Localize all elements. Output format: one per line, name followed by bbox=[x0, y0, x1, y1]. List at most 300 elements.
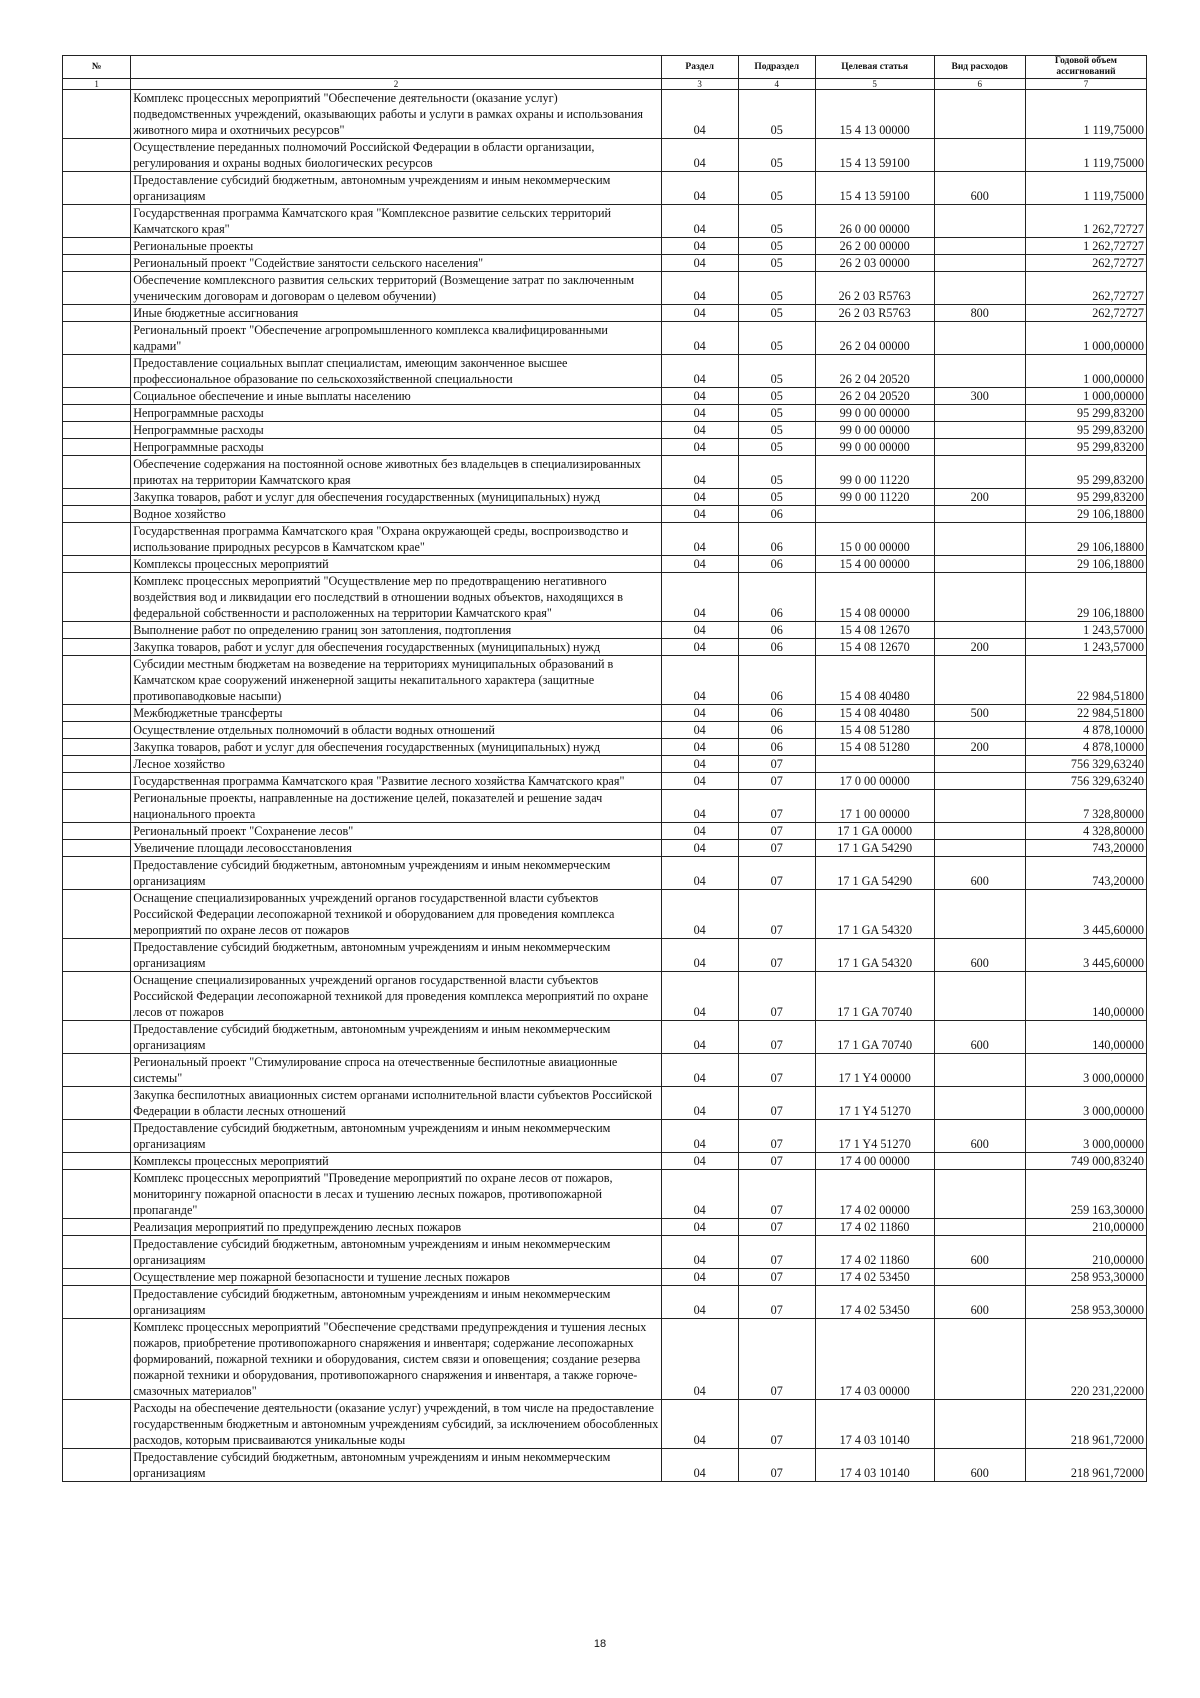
table-row bbox=[63, 305, 1147, 322]
budget-table bbox=[62, 55, 1147, 1482]
expense-type-code bbox=[934, 756, 1025, 773]
subsection-code: 06 bbox=[738, 622, 815, 639]
amount: 22 984,51800 bbox=[1025, 656, 1146, 705]
item-name: Межбюджетные трансферты bbox=[131, 705, 661, 722]
section-code: 04 bbox=[661, 205, 738, 238]
header-index: 6 bbox=[934, 79, 1025, 90]
amount: 7 328,80000 bbox=[1025, 790, 1146, 823]
table-row bbox=[63, 238, 1147, 255]
expense-type-code bbox=[934, 1054, 1025, 1087]
target-article-code: 17 4 02 11860 bbox=[815, 1219, 934, 1236]
amount: 1 000,00000 bbox=[1025, 355, 1146, 388]
amount: 218 961,72000 bbox=[1025, 1400, 1146, 1449]
target-article-code: 17 1 GA 00000 bbox=[815, 823, 934, 840]
subsection-code: 06 bbox=[738, 739, 815, 756]
target-article-code: 15 4 08 00000 bbox=[815, 573, 934, 622]
subsection-code: 07 bbox=[738, 1400, 815, 1449]
expense-type-code bbox=[934, 272, 1025, 305]
table-row bbox=[63, 489, 1147, 506]
row-number-cell bbox=[63, 1054, 131, 1087]
subsection-code: 05 bbox=[738, 405, 815, 422]
expense-type-code bbox=[934, 255, 1025, 272]
expense-type-code bbox=[934, 355, 1025, 388]
table-row bbox=[63, 272, 1147, 305]
target-article-code: 17 1 Y4 51270 bbox=[815, 1120, 934, 1153]
header-subsection: Подраздел bbox=[738, 56, 815, 79]
item-name: Осуществление отдельных полномочий в области водных отношений bbox=[131, 722, 661, 739]
table-body bbox=[63, 90, 1147, 1482]
row-number-cell bbox=[63, 322, 131, 355]
expense-type-code bbox=[934, 773, 1025, 790]
target-article-code: 17 1 GA 54290 bbox=[815, 840, 934, 857]
subsection-code: 07 bbox=[738, 939, 815, 972]
item-name: Закупка товаров, работ и услуг для обеспечения государственных (муниципальных) нужд bbox=[131, 639, 661, 656]
target-article-code: 26 2 04 20520 bbox=[815, 388, 934, 405]
item-name: Закупка товаров, работ и услуг для обеспечения государственных (муниципальных) нужд bbox=[131, 489, 661, 506]
expense-type-code bbox=[934, 523, 1025, 556]
amount: 95 299,83200 bbox=[1025, 439, 1146, 456]
expense-type-code bbox=[934, 322, 1025, 355]
target-article-code: 26 2 03 R5763 bbox=[815, 305, 934, 322]
item-name: Оснащение специализированных учреждений органов государственной власти субъектов Российской Федерации лесопожарной техникой для проведения комплекса мероприятий по охране лесов от пожаров bbox=[131, 972, 661, 1021]
header-section: Раздел bbox=[661, 56, 738, 79]
item-name: Государственная программа Камчатского края "Развитие лесного хозяйства Камчатского края" bbox=[131, 773, 661, 790]
item-name: Закупка беспилотных авиационных систем органами исполнительной власти субъектов Российской Федерации в области лесных отношений bbox=[131, 1087, 661, 1120]
row-number-cell bbox=[63, 1236, 131, 1269]
amount: 4 878,10000 bbox=[1025, 722, 1146, 739]
table-row bbox=[63, 355, 1147, 388]
item-name: Государственная программа Камчатского края "Охрана окружающей среды, воспроизводство и использование природных ресурсов в Камчатском крае" bbox=[131, 523, 661, 556]
table-row bbox=[63, 456, 1147, 489]
item-name: Предоставление субсидий бюджетным, автономным учреждениям и иным некоммерческим организациям bbox=[131, 1449, 661, 1482]
subsection-code: 05 bbox=[738, 388, 815, 405]
row-number-cell bbox=[63, 705, 131, 722]
item-name: Предоставление социальных выплат специалистам, имеющим законченное высшее профессиональное образование по сельскохозяйственной специальности bbox=[131, 355, 661, 388]
subsection-code: 05 bbox=[738, 305, 815, 322]
amount: 3 000,00000 bbox=[1025, 1120, 1146, 1153]
amount: 1 262,72727 bbox=[1025, 238, 1146, 255]
subsection-code: 07 bbox=[738, 773, 815, 790]
expense-type-code bbox=[934, 656, 1025, 705]
amount: 743,20000 bbox=[1025, 840, 1146, 857]
expense-type-code bbox=[934, 840, 1025, 857]
item-name: Комплекс процессных мероприятий "Осуществление мер по предотвращению негативного воздействия вод и ликвидации его последствий в отношении водных объектов, находящихся в федеральной собственности и расположенных на территории Камчатского края" bbox=[131, 573, 661, 622]
table-row bbox=[63, 1120, 1147, 1153]
section-code: 04 bbox=[661, 456, 738, 489]
item-name: Расходы на обеспечение деятельности (оказание услуг) учреждений, в том числе на предоставление государственным бюджетным и автономным учреждениям субсидий, за исключением обособленных расходов, которым присваиваются уникальные коды bbox=[131, 1400, 661, 1449]
item-name: Региональные проекты, направленные на достижение целей, показателей и решение задач национального проекта bbox=[131, 790, 661, 823]
expense-type-code: 600 bbox=[934, 1021, 1025, 1054]
section-code: 04 bbox=[661, 506, 738, 523]
table-row bbox=[63, 840, 1147, 857]
section-code: 04 bbox=[661, 388, 738, 405]
row-number-cell bbox=[63, 1400, 131, 1449]
target-article-code: 17 1 GA 54320 bbox=[815, 890, 934, 939]
row-number-cell bbox=[63, 172, 131, 205]
section-code: 04 bbox=[661, 722, 738, 739]
target-article-code: 17 1 Y4 51270 bbox=[815, 1087, 934, 1120]
section-code: 04 bbox=[661, 1120, 738, 1153]
target-article-code: 15 4 00 00000 bbox=[815, 556, 934, 573]
target-article-code: 99 0 00 11220 bbox=[815, 489, 934, 506]
section-code: 04 bbox=[661, 272, 738, 305]
item-name: Региональный проект "Стимулирование спроса на отечественные беспилотные авиационные системы" bbox=[131, 1054, 661, 1087]
amount: 1 243,57000 bbox=[1025, 639, 1146, 656]
row-number-cell bbox=[63, 523, 131, 556]
item-name: Комплексы процессных мероприятий bbox=[131, 556, 661, 573]
expense-type-code: 600 bbox=[934, 1286, 1025, 1319]
section-code: 04 bbox=[661, 322, 738, 355]
header-index: 4 bbox=[738, 79, 815, 90]
amount: 210,00000 bbox=[1025, 1219, 1146, 1236]
subsection-code: 05 bbox=[738, 456, 815, 489]
subsection-code: 05 bbox=[738, 205, 815, 238]
item-name: Предоставление субсидий бюджетным, автономным учреждениям и иным некоммерческим организациям bbox=[131, 1120, 661, 1153]
amount: 95 299,83200 bbox=[1025, 405, 1146, 422]
section-code: 04 bbox=[661, 405, 738, 422]
item-name: Обеспечение содержания на постоянной основе животных без владельцев в специализированных приютах на территории Камчатского края bbox=[131, 456, 661, 489]
expense-type-code bbox=[934, 823, 1025, 840]
table-row bbox=[63, 1286, 1147, 1319]
subsection-code: 06 bbox=[738, 656, 815, 705]
target-article-code: 26 2 00 00000 bbox=[815, 238, 934, 255]
table-row bbox=[63, 1269, 1147, 1286]
row-number-cell bbox=[63, 388, 131, 405]
expense-type-code bbox=[934, 205, 1025, 238]
expense-type-code bbox=[934, 1319, 1025, 1400]
item-name: Предоставление субсидий бюджетным, автономным учреждениям и иным некоммерческим организациям bbox=[131, 1236, 661, 1269]
expense-type-code bbox=[934, 890, 1025, 939]
row-number-cell bbox=[63, 656, 131, 705]
expense-type-code bbox=[934, 1219, 1025, 1236]
amount: 4 328,80000 bbox=[1025, 823, 1146, 840]
table-row bbox=[63, 1236, 1147, 1269]
amount: 29 106,18800 bbox=[1025, 573, 1146, 622]
row-number-cell bbox=[63, 1087, 131, 1120]
item-name: Непрограммные расходы bbox=[131, 405, 661, 422]
target-article-code: 17 1 00 00000 bbox=[815, 790, 934, 823]
amount: 258 953,30000 bbox=[1025, 1286, 1146, 1319]
section-code: 04 bbox=[661, 1449, 738, 1482]
target-article-code: 17 4 02 53450 bbox=[815, 1269, 934, 1286]
item-name: Непрограммные расходы bbox=[131, 422, 661, 439]
row-number-cell bbox=[63, 573, 131, 622]
item-name: Осуществление переданных полномочий Российской Федерации в области организации, регулирования и охраны водных биологических ресурсов bbox=[131, 139, 661, 172]
subsection-code: 07 bbox=[738, 1236, 815, 1269]
amount: 95 299,83200 bbox=[1025, 489, 1146, 506]
row-number-cell bbox=[63, 506, 131, 523]
row-number-cell bbox=[63, 405, 131, 422]
table-row bbox=[63, 823, 1147, 840]
subsection-code: 06 bbox=[738, 506, 815, 523]
table-row bbox=[63, 1219, 1147, 1236]
target-article-code: 99 0 00 00000 bbox=[815, 439, 934, 456]
section-code: 04 bbox=[661, 1236, 738, 1269]
target-article-code: 15 4 13 00000 bbox=[815, 90, 934, 139]
subsection-code: 07 bbox=[738, 790, 815, 823]
target-article-code: 99 0 00 00000 bbox=[815, 405, 934, 422]
section-code: 04 bbox=[661, 255, 738, 272]
item-name: Оснащение специализированных учреждений органов государственной власти субъектов Российской Федерации лесопожарной техникой и оборудованием для проведения комплекса мероприятий по охране лесов от пожаров bbox=[131, 890, 661, 939]
expense-type-code bbox=[934, 439, 1025, 456]
header-name bbox=[131, 56, 661, 79]
subsection-code: 05 bbox=[738, 272, 815, 305]
subsection-code: 07 bbox=[738, 1054, 815, 1087]
header-index: 3 bbox=[661, 79, 738, 90]
section-code: 04 bbox=[661, 840, 738, 857]
expense-type-code bbox=[934, 422, 1025, 439]
target-article-code: 17 4 03 10140 bbox=[815, 1449, 934, 1482]
target-article-code: 15 4 08 51280 bbox=[815, 722, 934, 739]
item-name: Комплекс процессных мероприятий "Обеспечение деятельности (оказание услуг) подведомственных учреждений, оказывающих работы и услуги в рамках охраны и использования животного мира и охотничьих ресурсов" bbox=[131, 90, 661, 139]
subsection-code: 07 bbox=[738, 1021, 815, 1054]
amount: 262,72727 bbox=[1025, 255, 1146, 272]
amount: 749 000,83240 bbox=[1025, 1153, 1146, 1170]
amount: 756 329,63240 bbox=[1025, 756, 1146, 773]
item-name: Непрограммные расходы bbox=[131, 439, 661, 456]
amount: 22 984,51800 bbox=[1025, 705, 1146, 722]
subsection-code: 06 bbox=[738, 639, 815, 656]
section-code: 04 bbox=[661, 422, 738, 439]
item-name: Реализация мероприятий по предупреждению лесных пожаров bbox=[131, 1219, 661, 1236]
expense-type-code: 600 bbox=[934, 1236, 1025, 1269]
expense-type-code bbox=[934, 622, 1025, 639]
target-article-code: 15 4 08 12670 bbox=[815, 622, 934, 639]
section-code: 04 bbox=[661, 857, 738, 890]
table-row bbox=[63, 705, 1147, 722]
item-name: Иные бюджетные ассигнования bbox=[131, 305, 661, 322]
section-code: 04 bbox=[661, 1319, 738, 1400]
table-row bbox=[63, 656, 1147, 705]
section-code: 04 bbox=[661, 756, 738, 773]
item-name: Региональный проект "Содействие занятости сельского населения" bbox=[131, 255, 661, 272]
amount: 1 262,72727 bbox=[1025, 205, 1146, 238]
subsection-code: 05 bbox=[738, 255, 815, 272]
item-name: Выполнение работ по определению границ зон затопления, подтопления bbox=[131, 622, 661, 639]
subsection-code: 07 bbox=[738, 890, 815, 939]
section-code: 04 bbox=[661, 573, 738, 622]
subsection-code: 06 bbox=[738, 705, 815, 722]
table-row bbox=[63, 556, 1147, 573]
item-name: Осуществление мер пожарной безопасности и тушение лесных пожаров bbox=[131, 1269, 661, 1286]
table-row bbox=[63, 1021, 1147, 1054]
section-code: 04 bbox=[661, 890, 738, 939]
header-index: 7 bbox=[1025, 79, 1146, 90]
row-number-cell bbox=[63, 305, 131, 322]
amount: 3 000,00000 bbox=[1025, 1054, 1146, 1087]
section-code: 04 bbox=[661, 705, 738, 722]
amount: 258 953,30000 bbox=[1025, 1269, 1146, 1286]
table-row bbox=[63, 639, 1147, 656]
section-code: 04 bbox=[661, 773, 738, 790]
amount: 140,00000 bbox=[1025, 1021, 1146, 1054]
expense-type-code bbox=[934, 1087, 1025, 1120]
section-code: 04 bbox=[661, 90, 738, 139]
table-row bbox=[63, 255, 1147, 272]
section-code: 04 bbox=[661, 639, 738, 656]
section-code: 04 bbox=[661, 823, 738, 840]
row-number-cell bbox=[63, 439, 131, 456]
amount: 1 119,75000 bbox=[1025, 90, 1146, 139]
subsection-code: 05 bbox=[738, 355, 815, 388]
section-code: 04 bbox=[661, 622, 738, 639]
section-code: 04 bbox=[661, 1219, 738, 1236]
table-row bbox=[63, 388, 1147, 405]
table-row bbox=[63, 1087, 1147, 1120]
row-number-cell bbox=[63, 1449, 131, 1482]
table-row bbox=[63, 506, 1147, 523]
row-number-cell bbox=[63, 90, 131, 139]
section-code: 04 bbox=[661, 439, 738, 456]
subsection-code: 05 bbox=[738, 90, 815, 139]
table-row bbox=[63, 573, 1147, 622]
row-number-cell bbox=[63, 1021, 131, 1054]
section-code: 04 bbox=[661, 939, 738, 972]
row-number-cell bbox=[63, 939, 131, 972]
section-code: 04 bbox=[661, 739, 738, 756]
expense-type-code bbox=[934, 405, 1025, 422]
amount: 743,20000 bbox=[1025, 857, 1146, 890]
target-article-code: 26 0 00 00000 bbox=[815, 205, 934, 238]
item-name: Лесное хозяйство bbox=[131, 756, 661, 773]
table-row bbox=[63, 1449, 1147, 1482]
expense-type-code: 500 bbox=[934, 705, 1025, 722]
row-number-cell bbox=[63, 639, 131, 656]
amount: 29 106,18800 bbox=[1025, 556, 1146, 573]
row-number-cell bbox=[63, 456, 131, 489]
amount: 210,00000 bbox=[1025, 1236, 1146, 1269]
expense-type-code bbox=[934, 1153, 1025, 1170]
row-number-cell bbox=[63, 1319, 131, 1400]
section-code: 04 bbox=[661, 1021, 738, 1054]
amount: 3 000,00000 bbox=[1025, 1087, 1146, 1120]
row-number-cell bbox=[63, 1219, 131, 1236]
expense-type-code bbox=[934, 1269, 1025, 1286]
target-article-code: 15 4 08 51280 bbox=[815, 739, 934, 756]
section-code: 04 bbox=[661, 139, 738, 172]
target-article-code: 15 4 08 12670 bbox=[815, 639, 934, 656]
row-number-cell bbox=[63, 556, 131, 573]
table-row bbox=[63, 172, 1147, 205]
row-number-cell bbox=[63, 857, 131, 890]
table-row bbox=[63, 773, 1147, 790]
item-name: Субсидии местным бюджетам на возведение на территориях муниципальных образований в Камчатском крае сооружений инженерной защиты некапитального характера (защитные противопаводковые насыпи) bbox=[131, 656, 661, 705]
header-number: № bbox=[63, 56, 131, 79]
header-index: 2 bbox=[131, 79, 661, 90]
target-article-code: 26 2 03 00000 bbox=[815, 255, 934, 272]
target-article-code: 99 0 00 11220 bbox=[815, 456, 934, 489]
row-number-cell bbox=[63, 355, 131, 388]
subsection-code: 07 bbox=[738, 840, 815, 857]
expense-type-code bbox=[934, 722, 1025, 739]
row-number-cell bbox=[63, 622, 131, 639]
expense-type-code: 600 bbox=[934, 1449, 1025, 1482]
target-article-code: 17 4 03 10140 bbox=[815, 1400, 934, 1449]
target-article-code: 15 0 00 00000 bbox=[815, 523, 934, 556]
section-code: 04 bbox=[661, 355, 738, 388]
amount: 259 163,30000 bbox=[1025, 1170, 1146, 1219]
subsection-code: 05 bbox=[738, 322, 815, 355]
item-name: Государственная программа Камчатского края "Комплексное развитие сельских территорий Камчатского края" bbox=[131, 205, 661, 238]
table-row bbox=[63, 790, 1147, 823]
subsection-code: 06 bbox=[738, 573, 815, 622]
amount: 1 119,75000 bbox=[1025, 172, 1146, 205]
subsection-code: 06 bbox=[738, 556, 815, 573]
expense-type-code bbox=[934, 972, 1025, 1021]
header-expense-type: Вид расходов bbox=[934, 56, 1025, 79]
row-number-cell bbox=[63, 272, 131, 305]
table-row bbox=[63, 890, 1147, 939]
subsection-code: 07 bbox=[738, 1170, 815, 1219]
subsection-code: 07 bbox=[738, 1286, 815, 1319]
expense-type-code bbox=[934, 90, 1025, 139]
table-row bbox=[63, 622, 1147, 639]
expense-type-code: 600 bbox=[934, 172, 1025, 205]
table-row bbox=[63, 205, 1147, 238]
amount: 262,72727 bbox=[1025, 272, 1146, 305]
row-number-cell bbox=[63, 255, 131, 272]
row-number-cell bbox=[63, 972, 131, 1021]
section-code: 04 bbox=[661, 1286, 738, 1319]
subsection-code: 06 bbox=[738, 523, 815, 556]
amount: 29 106,18800 bbox=[1025, 506, 1146, 523]
subsection-code: 07 bbox=[738, 857, 815, 890]
table-row bbox=[63, 739, 1147, 756]
amount: 756 329,63240 bbox=[1025, 773, 1146, 790]
row-number-cell bbox=[63, 489, 131, 506]
amount: 3 445,60000 bbox=[1025, 890, 1146, 939]
amount: 4 878,10000 bbox=[1025, 739, 1146, 756]
target-article-code: 17 1 GA 54290 bbox=[815, 857, 934, 890]
item-name: Предоставление субсидий бюджетным, автономным учреждениям и иным некоммерческим организациям bbox=[131, 172, 661, 205]
subsection-code: 05 bbox=[738, 422, 815, 439]
table-row bbox=[63, 405, 1147, 422]
subsection-code: 05 bbox=[738, 172, 815, 205]
table-row bbox=[63, 756, 1147, 773]
amount: 140,00000 bbox=[1025, 972, 1146, 1021]
row-number-cell bbox=[63, 739, 131, 756]
table-row bbox=[63, 972, 1147, 1021]
item-name: Увеличение площади лесовосстановления bbox=[131, 840, 661, 857]
item-name: Предоставление субсидий бюджетным, автономным учреждениям и иным некоммерческим организациям bbox=[131, 939, 661, 972]
target-article-code: 17 0 00 00000 bbox=[815, 773, 934, 790]
table-row bbox=[63, 939, 1147, 972]
subsection-code: 07 bbox=[738, 1449, 815, 1482]
row-number-cell bbox=[63, 1120, 131, 1153]
table-row bbox=[63, 523, 1147, 556]
item-name: Закупка товаров, работ и услуг для обеспечения государственных (муниципальных) нужд bbox=[131, 739, 661, 756]
table-row bbox=[63, 439, 1147, 456]
section-code: 04 bbox=[661, 556, 738, 573]
section-code: 04 bbox=[661, 172, 738, 205]
item-name: Водное хозяйство bbox=[131, 506, 661, 523]
section-code: 04 bbox=[661, 489, 738, 506]
target-article-code: 15 4 08 40480 bbox=[815, 705, 934, 722]
subsection-code: 05 bbox=[738, 489, 815, 506]
subsection-code: 07 bbox=[738, 1120, 815, 1153]
item-name: Комплекс процессных мероприятий "Обеспечение средствами предупреждения и тушения лесных пожаров, приобретение противопожарного снаряжения и инвентаря; содержание лесопожарных формирований, пожарной техники и оборудования, систем связи и оповещения; создание резерва пожарной техники и оборудования, противопожарного снаряжения и инвентаря, а также горюче-смазочных материалов" bbox=[131, 1319, 661, 1400]
target-article-code: 26 2 03 R5763 bbox=[815, 272, 934, 305]
section-code: 04 bbox=[661, 1087, 738, 1120]
table-row bbox=[63, 1153, 1147, 1170]
expense-type-code bbox=[934, 506, 1025, 523]
header-annual-amount: Годовой объем ассигнований bbox=[1025, 56, 1146, 79]
row-number-cell bbox=[63, 1170, 131, 1219]
amount: 3 445,60000 bbox=[1025, 939, 1146, 972]
row-number-cell bbox=[63, 205, 131, 238]
item-name: Предоставление субсидий бюджетным, автономным учреждениям и иным некоммерческим организациям bbox=[131, 1286, 661, 1319]
section-code: 04 bbox=[661, 1269, 738, 1286]
